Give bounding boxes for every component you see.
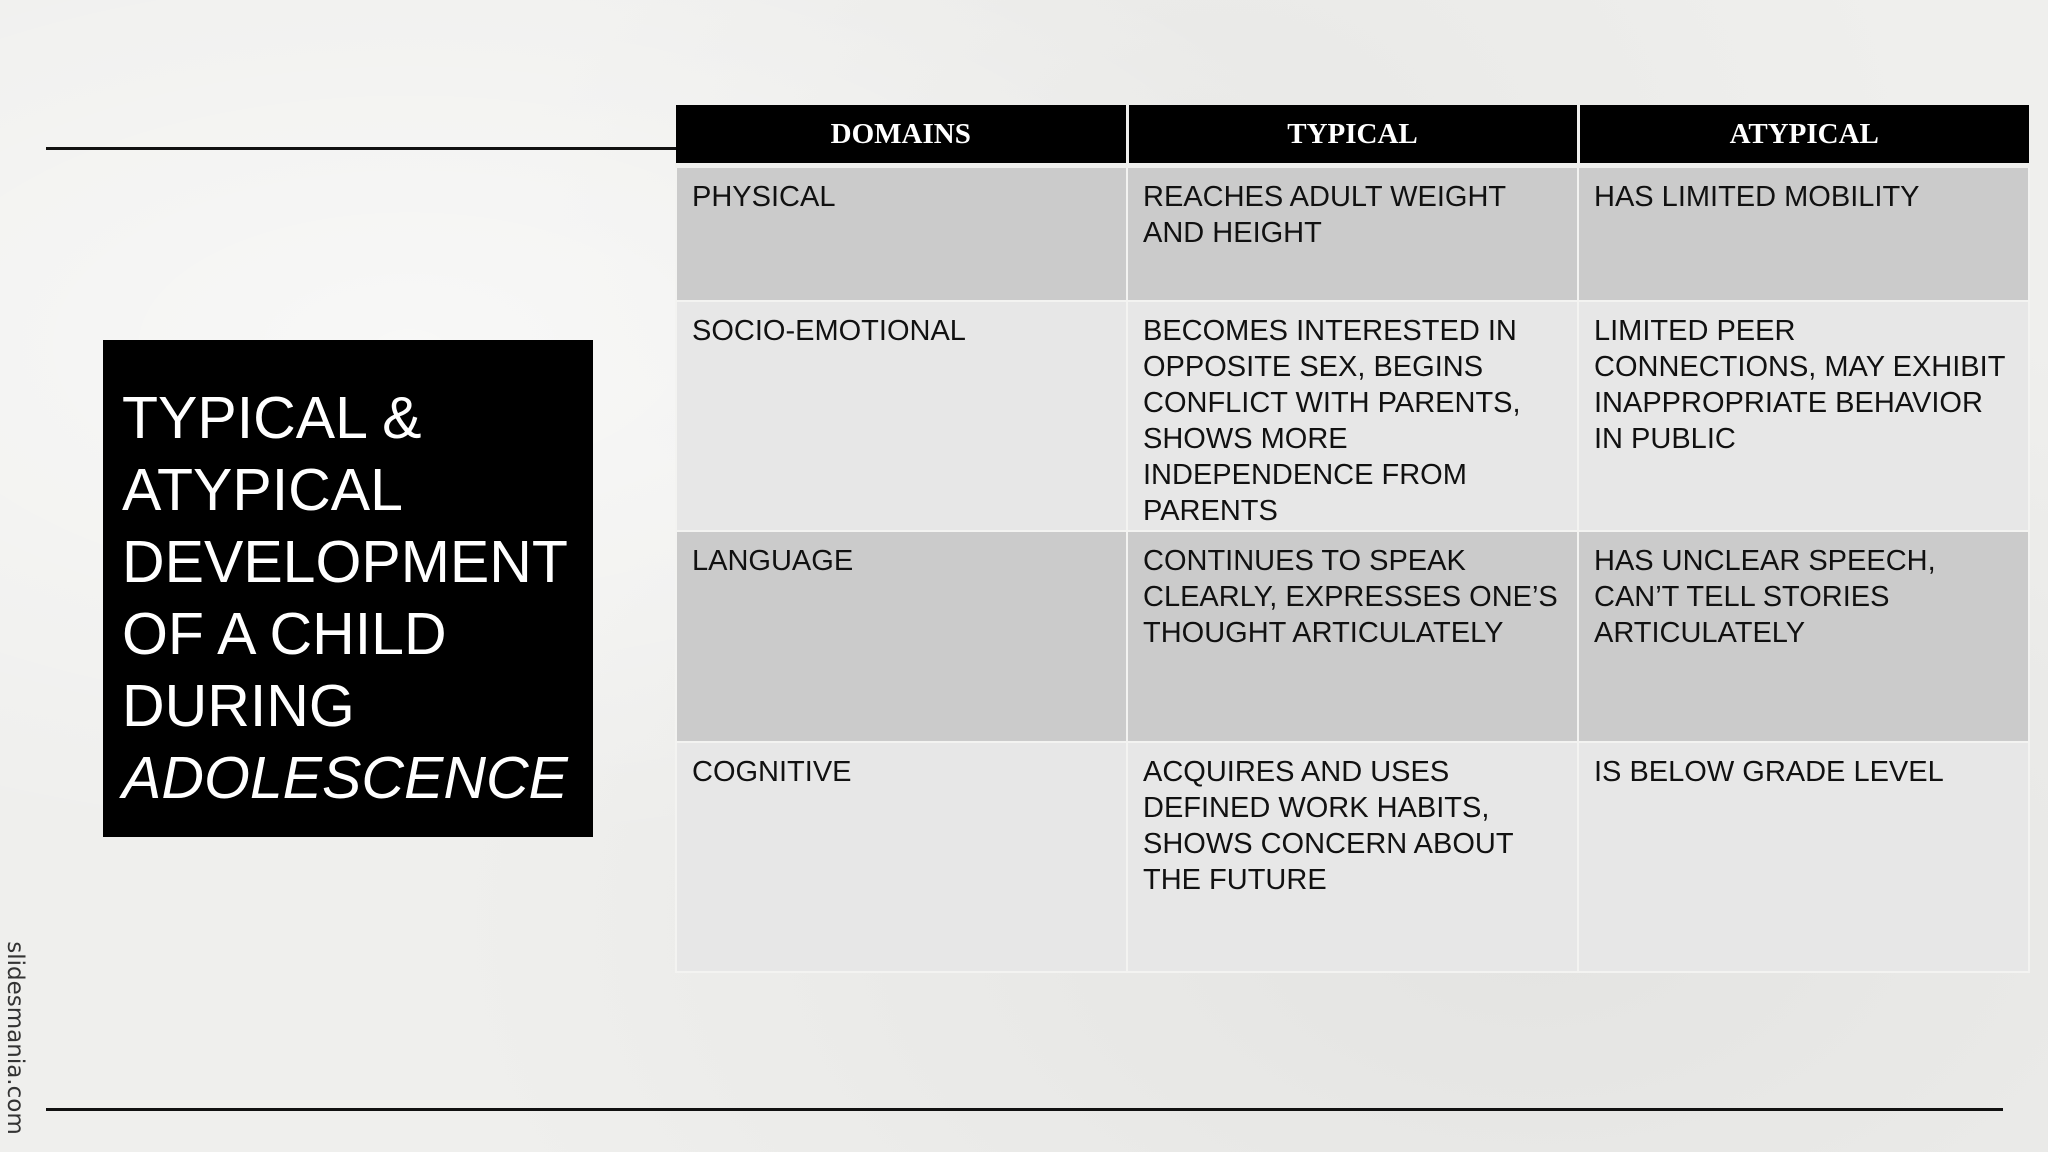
title-line-italic: ADOLESCENCE bbox=[122, 745, 568, 811]
cell-atypical: LIMITED PEER CONNECTIONS, MAY EXHIBIT INAPPROPRIATE BEHAVIOR IN PUBLIC bbox=[1578, 301, 2029, 531]
title-line-4: OF A CHILD bbox=[122, 601, 447, 667]
cell-typical: BECOMES INTERESTED IN OPPOSITE SEX, BEGINS CONFLICT WITH PARENTS, SHOWS MORE INDEPENDENCE FROM PARENTS bbox=[1127, 301, 1578, 531]
header-atypical: ATYPICAL bbox=[1578, 105, 2029, 166]
cell-atypical: HAS UNCLEAR SPEECH, CAN’T TELL STORIES ARTICULATELY bbox=[1578, 531, 2029, 742]
development-table bbox=[675, 105, 2030, 973]
cell-atypical: HAS LIMITED MOBILITY bbox=[1578, 166, 2029, 301]
cell-typical: REACHES ADULT WEIGHT AND HEIGHT bbox=[1127, 166, 1578, 301]
top-divider-line bbox=[46, 147, 676, 150]
cell-typical: ACQUIRES AND USES DEFINED WORK HABITS, SHOWS CONCERN ABOUT THE FUTURE bbox=[1127, 742, 1578, 972]
table-row bbox=[676, 531, 2029, 742]
table-row bbox=[676, 166, 2029, 301]
bottom-divider-line bbox=[46, 1108, 2003, 1111]
title-line-2: ATYPICAL bbox=[122, 457, 403, 523]
table-row bbox=[676, 742, 2029, 972]
cell-typical: CONTINUES TO SPEAK CLEARLY, EXPRESSES ONE’S THOUGHT ARTICULATELY bbox=[1127, 531, 1578, 742]
cell-domain: LANGUAGE bbox=[676, 531, 1127, 742]
header-typical: TYPICAL bbox=[1127, 105, 1578, 166]
table-header-row bbox=[676, 105, 2029, 166]
slide-title-box bbox=[103, 340, 593, 837]
title-line-5: DURING bbox=[122, 673, 355, 739]
watermark bbox=[0, 942, 30, 1134]
header-domains: DOMAINS bbox=[676, 105, 1127, 166]
cell-domain: COGNITIVE bbox=[676, 742, 1127, 972]
cell-domain: PHYSICAL bbox=[676, 166, 1127, 301]
title-line-3: DEVELOPMENT bbox=[122, 529, 568, 595]
watermark-text: slidesmania.com bbox=[2, 941, 28, 1135]
cell-domain: SOCIO-EMOTIONAL bbox=[676, 301, 1127, 531]
title-line-1: TYPICAL & bbox=[122, 385, 422, 451]
cell-atypical: IS BELOW GRADE LEVEL bbox=[1578, 742, 2029, 972]
table-row bbox=[676, 301, 2029, 531]
